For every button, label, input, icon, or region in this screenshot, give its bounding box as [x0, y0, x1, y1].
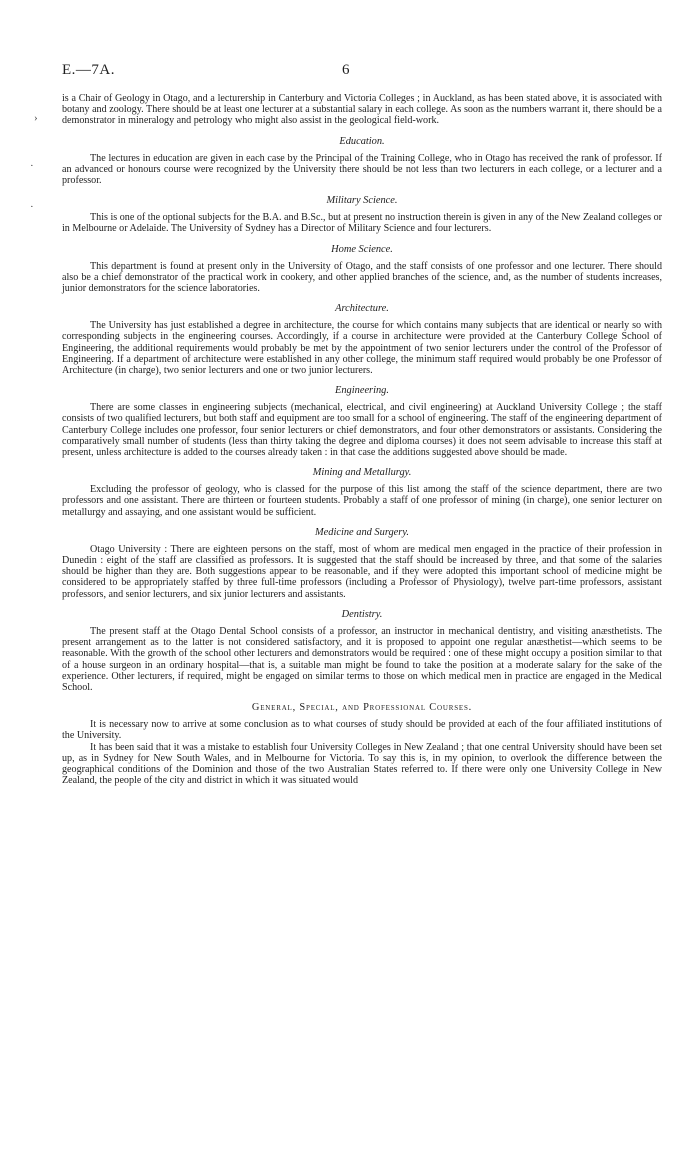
body-paragraph: There are some classes in engineering subjects (mechanical, electrical, and civil engineering) at Auckland University College ; the staff consists of two qualified lecturers, but both staff and equipment are too small for a school of engineering. The staff of the engineering department of Canterbury College includes one professor, four senior lecturers or chief demonstrators, and four other demonstrators or assistants. Considering the comparatively small number of students (less than thirty taking the degree and diploma courses) it does not seem advisable to increase this staff at present, unless architecture is added to the courses already taken : in that case the additions suggested above should be made.: [62, 402, 662, 459]
report-reference: E.—7A.: [62, 62, 115, 78]
section-heading: Home Science.: [331, 243, 393, 255]
section-military-science: [62, 195, 662, 234]
section-dentistry: [62, 609, 662, 693]
section-geology-continued: [62, 93, 662, 127]
body-paragraph: This is one of the optional subjects for the B.A. and B.Sc., but at present no instruction therein is given in any of the New Zealand colleges or in Melbourne or Adelaide. The University of Sydney has a Director of Military Science and four lecturers.: [62, 212, 662, 235]
body-paragraph: The University has just established a degree in architecture, the course for which contains many subjects that are identical or nearly so with corresponding subjects in the engineering courses. Accordingly, if a course in architecture were provided at the Canterbury College School of Engineering, the additional requirements would probably be met by the appointment of two senior lecturers under the control of the Professor of Engineering. If a department of architecture were established in any other college, the minimum staff required would probably be one Professor of Architecture (in charge), two senior lecturers and one or two junior lecturers.: [62, 320, 662, 377]
section-heading: Engineering.: [335, 385, 389, 397]
body-paragraph: The present staff at the Otago Dental School consists of a professor, an instructor in mechanical dentistry, and visiting anæsthetists. The present arrangement as to the latter is not considered satisfactory, and it is proposed to appoint one regular anæsthetist—which seems to be reasonable. With the growth of the school other lecturers and demonstrators would be required : one of these might occupy a position similar to that of a house surgeon in an ordinary hospital—that is, a suitable man might be found to take the position at a moderate salary for the sake of the experience. Other lecturers, if required, might be engaged on similar terms to those on which medical men in practice are engaged in the Medical School.: [62, 625, 662, 693]
body-paragraph: Otago University : There are eighteen persons on the staff, most of whom are medical men engaged in the practice of their profession in Dunedin : eight of the staff are classified as professors. It is suggested that the staff should be increased by three, and that some of the salaries should be higher than they are. Both suggestions appear to be reasonable, and if they were adopted this important school of medicine might be considered to be appropriately staffed by three full-time professors (including a Professor of Physiology), twelve part-time professors, assistant professors, and senior lecturers, and six junior lecturers and assistants.: [62, 543, 662, 600]
body-paragraph: The lectures in education are given in each case by the Principal of the Training College, who in Otago has received the rank of professor. If an advanced or honours course were recognized by the University there should be not less than two lecturers in each college, or a lecturer and a professor.: [62, 152, 662, 187]
section-mining-metallurgy: [62, 467, 662, 518]
section-heading: Education.: [339, 135, 385, 147]
margin-mark: ·: [30, 201, 34, 213]
body-paragraph: Excluding the professor of geology, who is classed for the purpose of this list among the staff of the science department, there are two professors and one assistant. There are thirteen or fourteen students. Probably a staff of one professor of mining (in charge), one senior lecturer on metallurgy and assaying, and one assistant would be sufficient.: [62, 484, 662, 518]
margin-mark: ›: [34, 112, 38, 124]
section-architecture: [62, 303, 662, 376]
section-heading: Dentistry.: [341, 608, 383, 620]
page-number: 6: [342, 62, 350, 78]
section-medicine-surgery: [62, 527, 662, 600]
section-heading: Military Science.: [326, 195, 398, 207]
section-engineering: [62, 385, 662, 458]
section-heading: Medicine and Surgery.: [315, 526, 409, 538]
body-paragraph: This department is found at present only in the University of Otago, and the staff consists of one professor and one lecturer. There should also be a chief demonstrator of the practical work in cookery, and other applied branches of the science, and, as the number of students increases, junior demonstrators for the science laboratories.: [62, 260, 662, 295]
section-home-science: [62, 244, 662, 295]
section-heading: Mining and Metallurgy.: [312, 467, 412, 479]
document-body: [62, 93, 662, 786]
body-paragraph: It is necessary now to arrive at some conclusion as to what courses of study should be provided at each of the four affiliated institutions of the University.: [62, 719, 662, 742]
section-heading: General, Special, and Professional Courses.: [251, 702, 473, 714]
section-education: [62, 136, 662, 187]
margin-mark: ·: [30, 160, 34, 172]
section-general-courses: [62, 702, 662, 786]
page-header: [62, 62, 662, 82]
body-paragraph: is a Chair of Geology in Otago, and a lecturership in Canterbury and Victoria Colleges ; in Auckland, as has been stated above, it is associated with botany and zoology. There should be at least one lecturer at a substantial salary in each college. As soon as the numbers warrant it, there should be a demonstrator in mineralogy and petrology who might also assist in the geological field-work.: [62, 93, 662, 127]
section-heading: Architecture.: [335, 303, 389, 315]
body-paragraph: It has been said that it was a mistake to establish four University Colleges in New Zealand ; that one central University should have been set up, as in Sydney for New South Wales, and in Melbourne for Victoria. To say this is, in my opinion, to overlook the difference between the geographical conditions of the Dominion and those of the two Australian States referred to. If there were only one University College in New Zealand, the people of the city and district in which it was situated would: [62, 741, 662, 787]
